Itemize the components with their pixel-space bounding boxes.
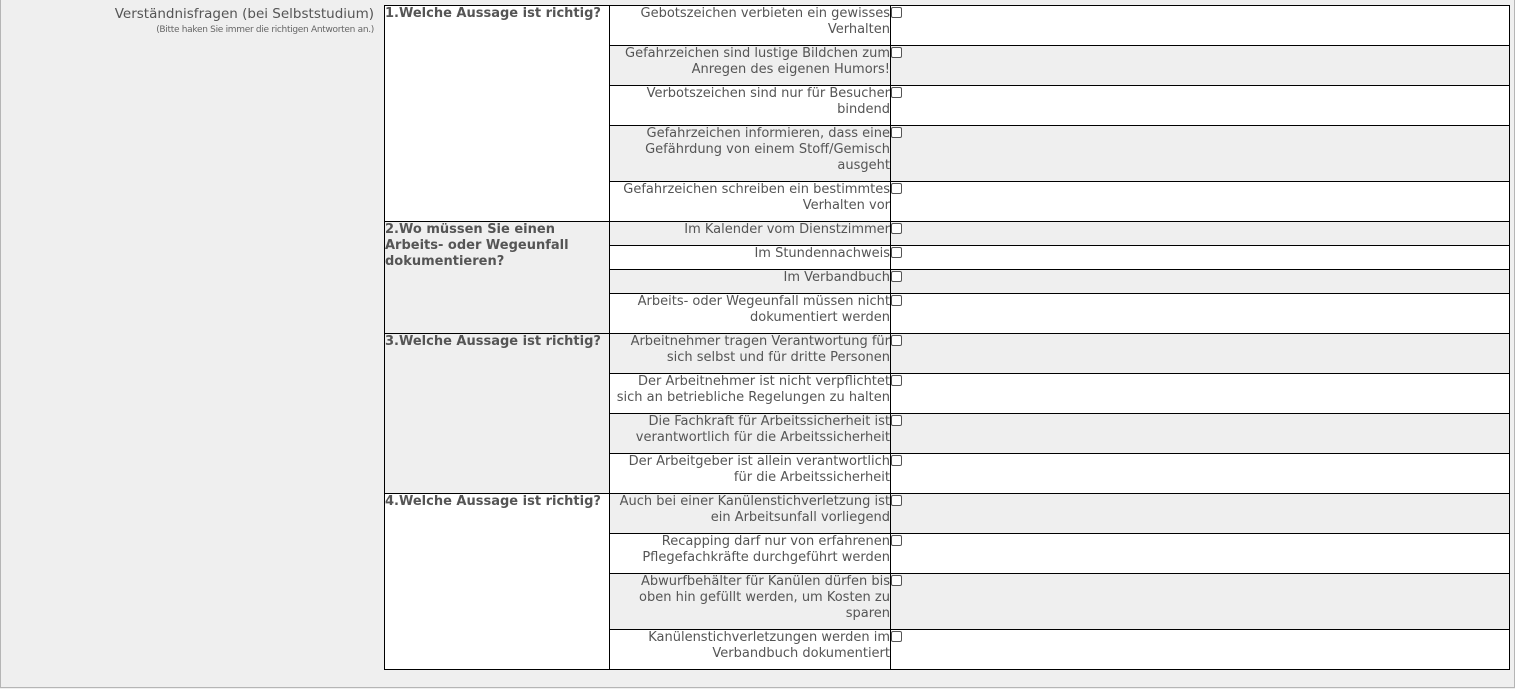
table-row [385, 222, 1510, 246]
answer-3-4-checkbox[interactable] [891, 455, 902, 466]
answer-2-2-label: Im Stundennachweis [610, 246, 891, 270]
answer-1-1-label: Gebotszeichen verbieten ein gewisses Verhalten [610, 6, 891, 46]
answer-4-3-checkbox[interactable] [891, 575, 902, 586]
question-3-text: 3.Welche Aussage ist richtig? [385, 334, 610, 494]
answer-1-4-label: Gefahrzeichen informieren, dass eine Gefährdung von einem Stoff/Gemisch ausgeht [610, 126, 891, 182]
answer-2-1-label: Im Kalender vom Dienstzimmer [610, 222, 891, 246]
answer-4-3-label: Abwurfbehälter für Kanülen dürfen bis oben hin gefüllt werden, um Kosten zu sparen [610, 574, 891, 630]
question-1-text: 1.Welche Aussage ist richtig? [385, 6, 610, 222]
answer-4-4-label: Kanülenstichverletzungen werden im Verbandbuch dokumentiert [610, 630, 891, 670]
answer-4-1-label: Auch bei einer Kanülenstichverletzung ist ein Arbeitsunfall vorliegend [610, 494, 891, 534]
answer-1-5-checkbox[interactable] [891, 183, 902, 194]
answer-3-4-label: Der Arbeitgeber ist allein verantwortlich für die Arbeitssicherheit [610, 454, 891, 494]
answer-4-4-checkbox[interactable] [891, 631, 902, 642]
table-row [385, 6, 1510, 46]
answer-4-2-label: Recapping darf nur von erfahrenen Pflegefachkräfte durchgeführt werden [610, 534, 891, 574]
answer-1-4-checkbox[interactable] [891, 127, 902, 138]
table-row [385, 334, 1510, 374]
answer-3-1-label: Arbeitnehmer tragen Verantwortung für sich selbst und für dritte Personen [610, 334, 891, 374]
answer-4-1-checkbox[interactable] [891, 495, 902, 506]
answer-1-3-checkbox[interactable] [891, 87, 902, 98]
answer-2-4-checkbox[interactable] [891, 295, 902, 306]
answer-3-2-label: Der Arbeitnehmer ist nicht verpflichtet sich an betriebliche Regelungen zu halten [610, 374, 891, 414]
answer-3-3-checkbox[interactable] [891, 415, 902, 426]
section-title: Verständnisfragen (bei Selbststudium) [114, 6, 374, 22]
section-label [14, 6, 374, 36]
answer-2-3-label: Im Verbandbuch [610, 270, 891, 294]
answer-1-2-checkbox[interactable] [891, 47, 902, 58]
answer-4-2-checkbox[interactable] [891, 535, 902, 546]
question-2-text: 2.Wo müssen Sie einen Arbeits- oder Wegeunfall dokumentieren? [385, 222, 610, 334]
question-4-text: 4.Welche Aussage ist richtig? [385, 494, 610, 670]
answer-1-3-label: Verbotszeichen sind nur für Besucher bindend [610, 86, 891, 126]
table-row [385, 494, 1510, 534]
answer-2-2-checkbox[interactable] [891, 247, 902, 258]
answer-2-4-label: Arbeits- oder Wegeunfall müssen nicht dokumentiert werden [610, 294, 891, 334]
quiz-table [384, 5, 1510, 670]
answer-3-1-checkbox[interactable] [891, 335, 902, 346]
answer-2-1-checkbox[interactable] [891, 223, 902, 234]
answer-2-3-checkbox[interactable] [891, 271, 902, 282]
answer-3-3-label: Die Fachkraft für Arbeitssicherheit ist verantwortlich für die Arbeitssicherheit [610, 414, 891, 454]
answer-1-5-label: Gefahrzeichen schreiben ein bestimmtes Verhalten vor [610, 182, 891, 222]
answer-3-2-checkbox[interactable] [891, 375, 902, 386]
section-hint: (Bitte haken Sie immer die richtigen Antworten an.) [156, 25, 374, 35]
answer-1-1-checkbox[interactable] [891, 7, 902, 18]
answer-1-2-label: Gefahrzeichen sind lustige Bildchen zum Anregen des eigenen Humors! [610, 46, 891, 86]
